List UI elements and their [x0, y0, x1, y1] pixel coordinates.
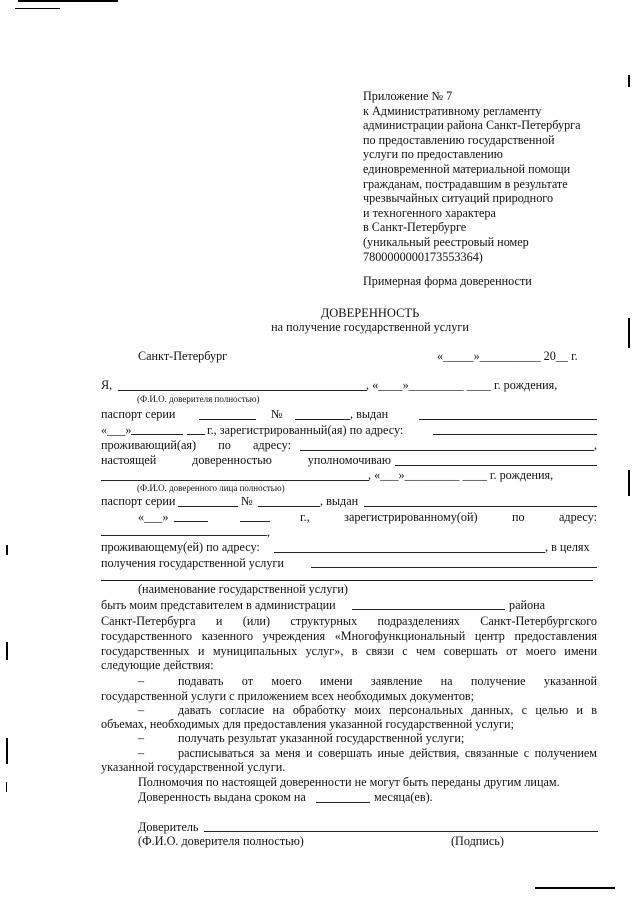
agent-registered-word-4: адресу:: [559, 510, 597, 524]
appendix-line: Приложение № 7: [363, 89, 453, 103]
document-date: «_____»__________ 20__ г.: [437, 349, 578, 363]
city: Санкт-Петербург: [138, 349, 228, 363]
action-3-first: получать результат указанной государственной услуги;: [178, 731, 465, 745]
authorize-word-2: доверенностью: [192, 453, 272, 467]
residing-word-2: по: [218, 438, 231, 452]
term-start: Доверенность выдана сроком на: [138, 790, 306, 804]
agent-name-field-1[interactable]: [395, 465, 597, 466]
service-name-caption: (наименование государственной услуги): [138, 582, 348, 596]
appendix-line: гражданам, пострадавшим в результате: [363, 176, 568, 191]
in-purposes-label: , в целях: [545, 540, 590, 554]
representative-label: быть моим представителем в администрации: [101, 598, 336, 612]
agent-birth-date: , «___»_________ ____ г. рождения,: [368, 468, 554, 482]
residing-word-3: адресу:: [253, 438, 291, 452]
agent-passport-number-field[interactable]: [258, 506, 320, 507]
body-line-2: государственного казенного учреждения «Многофункциональный центр предоставления: [101, 629, 597, 643]
authorize-word-3: уполномочиваю: [307, 453, 391, 467]
scan-artifact-left-2: [6, 642, 8, 660]
residing-label: [101, 438, 291, 452]
appendix-line: в Санкт-Петербурге: [363, 220, 467, 235]
principal-signature-field[interactable]: [204, 831, 598, 832]
passport-series-field[interactable]: [199, 419, 256, 420]
appendix-line: чрезвычайных ситуаций природного: [363, 191, 554, 206]
issue-month-field[interactable]: [131, 434, 183, 435]
principal-name-caption: (Ф.И.О. доверителя полностью): [137, 394, 260, 404]
scan-artifact-right-2: [628, 318, 630, 348]
scan-artifact-left-4: [6, 782, 7, 792]
appendix-line: по предоставлению государственной: [363, 132, 555, 147]
appendix-line: (уникальный реестровый номер: [363, 235, 529, 249]
scan-artifact-bottom: [535, 887, 615, 889]
principal-caption: (Ф.И.О. доверителя полностью): [138, 834, 304, 848]
action-4-rest: указанной государственной услуги.: [101, 760, 286, 774]
actions-intro: следующие действия:: [101, 658, 214, 672]
appendix-line: к Административному регламенту: [363, 103, 542, 118]
agent-passport-number-sign: №: [241, 494, 253, 508]
agent-residing-label: проживающему(ей) по адресу:: [101, 540, 260, 554]
action-1-rest: государственной услуги с приложением всех необходимых документов;: [101, 689, 475, 703]
agent-issue-date-quote: «___»: [138, 510, 169, 524]
signature-caption: (Подпись): [451, 834, 504, 848]
passport-series-label: паспорт серии: [101, 407, 176, 421]
agent-passport-issued-label: , выдан: [320, 494, 359, 508]
agent-registered-word-1: г.,: [300, 510, 310, 524]
term-months-field[interactable]: [316, 802, 370, 803]
agent-name-caption: (Ф.И.О. доверенного лица полностью): [137, 483, 285, 493]
issue-date-quote: «___»: [101, 423, 132, 437]
action-1-first: подавать от моего имени заявление на получение указанной: [178, 674, 597, 688]
scan-artifact-left-3: [6, 738, 8, 764]
residing-word-1: проживающий(ая): [101, 438, 197, 452]
appendix-line: администрации района Санкт-Петербурга: [363, 118, 581, 133]
no-transfer-text: Полномочия по настоящей доверенности не могут быть переданы другим лицам.: [138, 775, 560, 789]
passport-issued-label: , выдан: [350, 407, 389, 421]
action-2-first: давать согласие на обработку моих персональных данных, с целью и в: [178, 703, 597, 717]
registered-address-field[interactable]: [433, 434, 597, 435]
form-note: Примерная форма доверенности: [363, 274, 532, 288]
agent-issue-month-field[interactable]: [174, 521, 208, 522]
principal-name-field[interactable]: [118, 390, 367, 391]
action-2-rest: объемах, необходимых для предоставления указанной государственной услуги;: [101, 717, 514, 731]
action-4-first: расписываться за меня и совершать иные действия, связанные с получением: [178, 746, 597, 760]
agent-registered-comma: ,: [267, 525, 271, 539]
service-name-field-1[interactable]: [311, 567, 597, 568]
action-4-dash: –: [138, 746, 145, 760]
document-title: ДОВЕРЕННОСТЬ: [320, 306, 420, 320]
principal-birth-date: , «____»_________ ____ г. рождения,: [366, 378, 558, 392]
agent-residing-address-field[interactable]: [274, 552, 545, 553]
passport-number-field[interactable]: [295, 419, 350, 420]
residing-comma: ,: [594, 438, 598, 452]
agent-registered-label: [300, 510, 597, 524]
scan-artifact-top-2: [15, 8, 60, 9]
agent-registered-word-2: зарегистрированному(ой): [344, 510, 478, 524]
agent-registered-address-field[interactable]: [101, 535, 267, 536]
receiving-label: получения государственной услуги: [101, 556, 284, 570]
body-line-3: государственных и муниципальных услуг», в связи с чем совершать от моего имени: [101, 644, 597, 658]
appendix-line: единовременной материальной помощи: [363, 162, 571, 176]
action-1-dash: –: [138, 674, 145, 688]
body-line-1: Санкт-Петербурга и (или) структурных подразделениях Санкт-Петербургского: [101, 614, 597, 628]
agent-passport-issued-field[interactable]: [364, 506, 597, 507]
term-end: месяца(ев).: [374, 790, 433, 804]
registered-label: г., зарегистрированный(ая) по адресу:: [207, 423, 404, 437]
ya-label: Я,: [101, 378, 113, 392]
agent-name-field-2[interactable]: [101, 480, 369, 481]
agent-issue-year-field[interactable]: [240, 521, 270, 522]
principal-label: Доверитель: [138, 820, 199, 834]
agent-passport-series-label: паспорт серии: [101, 494, 176, 508]
authorize-label: [101, 453, 391, 467]
issue-year-field[interactable]: [187, 434, 205, 435]
service-name-field-2[interactable]: [101, 580, 593, 581]
scan-artifact-right-3: [628, 470, 630, 496]
district-field[interactable]: [352, 609, 505, 610]
action-2-dash: –: [138, 703, 145, 717]
scan-artifact-left-1: [6, 545, 8, 555]
authorize-word-1: настоящей: [101, 453, 157, 467]
scan-artifact-right-1: [628, 75, 630, 87]
residing-address-field[interactable]: [300, 450, 594, 451]
scan-artifact-top: [18, 0, 118, 2]
agent-passport-series-field[interactable]: [178, 506, 238, 507]
appendix-line: и техногенного характера: [363, 205, 496, 220]
appendix-line: услуги по предоставлению: [363, 147, 503, 162]
appendix-line: 7800000000173553364): [363, 249, 483, 264]
action-3-dash: –: [138, 731, 145, 745]
district-label: района: [509, 598, 546, 612]
document-subtitle: на получение государственной услуги: [271, 320, 469, 334]
passport-number-sign: №: [271, 407, 283, 421]
agent-registered-word-3: по: [511, 510, 525, 524]
passport-issued-field[interactable]: [419, 419, 597, 420]
